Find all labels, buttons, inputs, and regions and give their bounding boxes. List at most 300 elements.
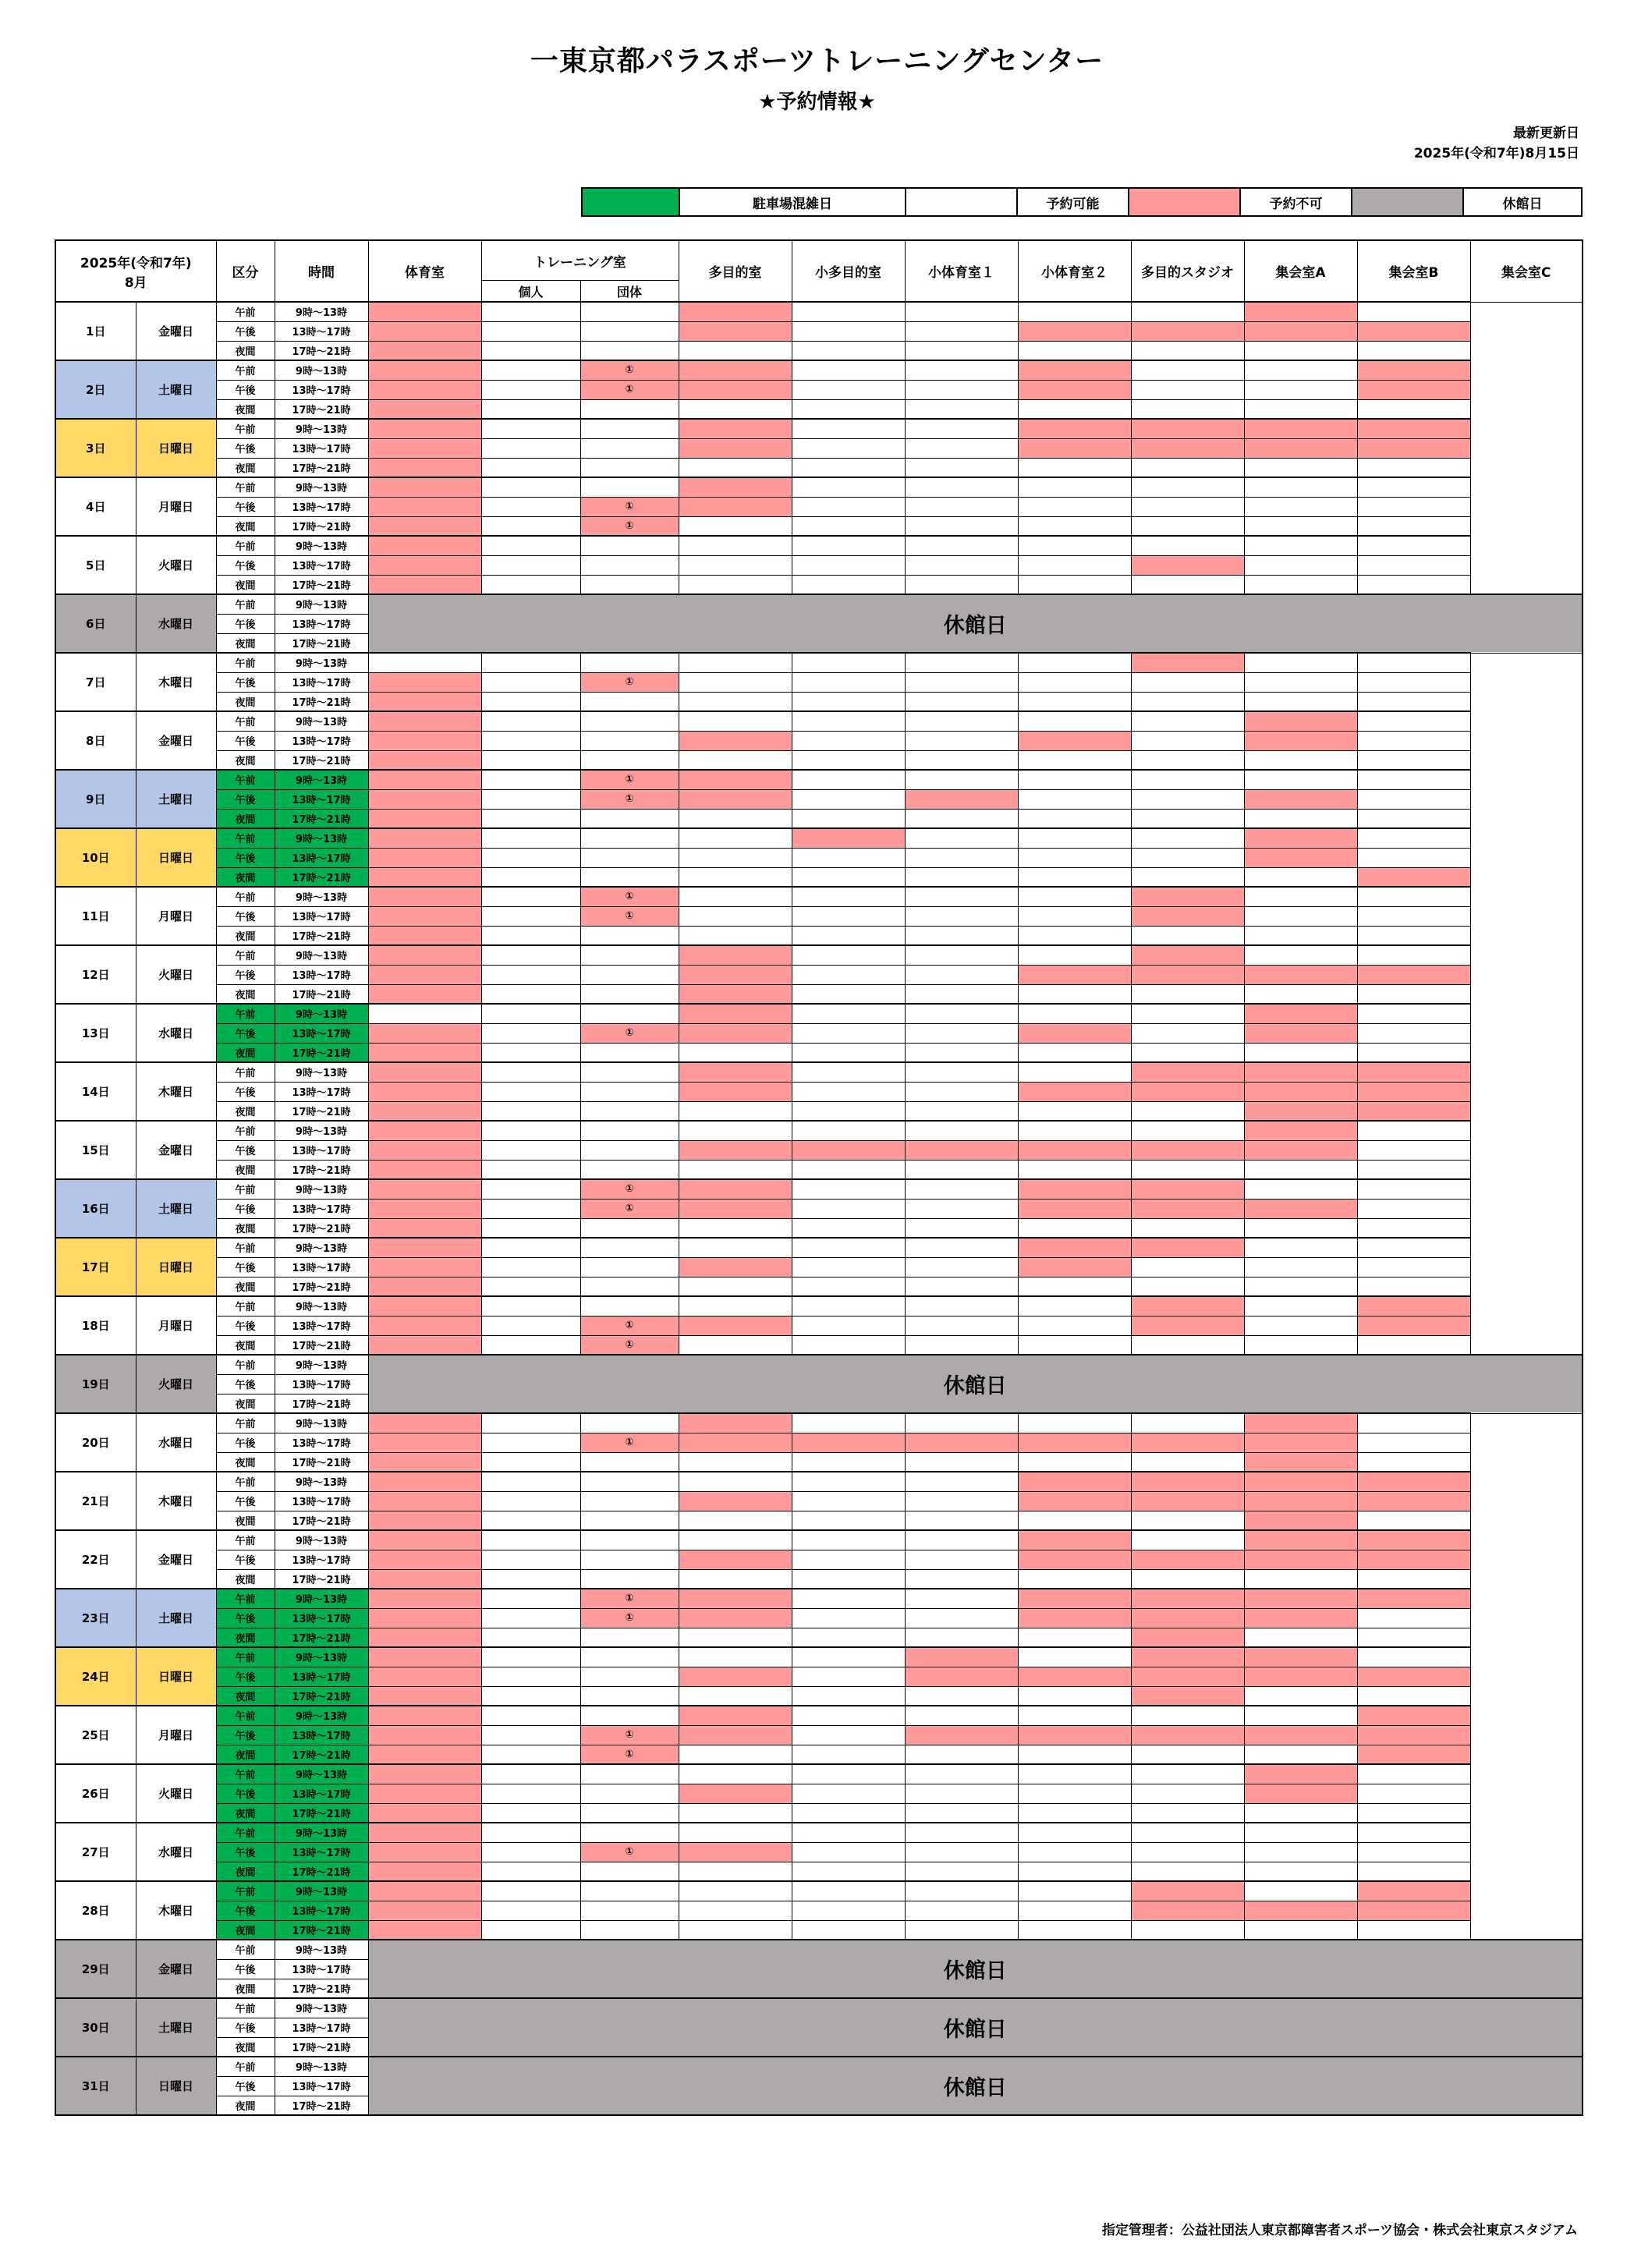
reservation-cell[interactable] (1357, 926, 1470, 945)
reservation-cell[interactable] (1131, 1335, 1244, 1355)
reservation-cell[interactable] (905, 1491, 1018, 1511)
reservation-cell[interactable] (1244, 1725, 1357, 1745)
reservation-cell[interactable] (905, 1199, 1018, 1218)
reservation-cell[interactable] (481, 965, 580, 984)
reservation-cell[interactable] (368, 672, 481, 692)
reservation-cell[interactable] (580, 1238, 679, 1257)
reservation-cell[interactable] (1018, 1530, 1131, 1550)
reservation-cell[interactable] (580, 536, 679, 555)
reservation-cell[interactable] (481, 1140, 580, 1160)
reservation-cell[interactable] (481, 1667, 580, 1686)
reservation-cell[interactable] (905, 1667, 1018, 1686)
reservation-cell[interactable] (1131, 477, 1244, 497)
reservation-cell[interactable] (481, 575, 580, 594)
reservation-cell[interactable] (1131, 1023, 1244, 1043)
reservation-cell[interactable] (1357, 1238, 1470, 1257)
reservation-cell[interactable] (368, 536, 481, 555)
reservation-cell[interactable] (368, 1218, 481, 1238)
reservation-cell[interactable] (1244, 477, 1357, 497)
reservation-cell[interactable] (792, 1491, 905, 1511)
reservation-cell[interactable] (1357, 965, 1470, 984)
reservation-cell[interactable] (1131, 1823, 1244, 1842)
reservation-cell[interactable] (905, 1511, 1018, 1530)
reservation-cell[interactable] (905, 711, 1018, 731)
reservation-cell[interactable] (1357, 1706, 1470, 1725)
reservation-cell[interactable] (481, 1589, 580, 1608)
reservation-cell[interactable] (1244, 692, 1357, 711)
reservation-cell[interactable] (1357, 458, 1470, 477)
reservation-cell[interactable] (580, 1920, 679, 1940)
reservation-cell[interactable] (580, 672, 679, 692)
reservation-cell[interactable] (1131, 828, 1244, 848)
reservation-cell[interactable] (1018, 1062, 1131, 1082)
reservation-cell[interactable] (905, 1296, 1018, 1316)
reservation-cell[interactable] (792, 906, 905, 926)
reservation-cell[interactable] (1131, 1121, 1244, 1140)
reservation-cell[interactable] (792, 555, 905, 575)
reservation-cell[interactable] (580, 1901, 679, 1920)
reservation-cell[interactable] (792, 887, 905, 906)
reservation-cell[interactable] (1357, 789, 1470, 809)
reservation-cell[interactable] (1131, 1316, 1244, 1335)
reservation-cell[interactable] (679, 1550, 792, 1569)
reservation-cell[interactable] (1131, 321, 1244, 341)
reservation-cell[interactable] (580, 1862, 679, 1881)
reservation-cell[interactable] (905, 360, 1018, 380)
reservation-cell[interactable] (1018, 458, 1131, 477)
reservation-cell[interactable] (905, 945, 1018, 965)
reservation-cell[interactable] (1018, 1160, 1131, 1179)
reservation-cell[interactable] (1244, 1920, 1357, 1940)
reservation-cell[interactable] (1357, 1452, 1470, 1472)
reservation-cell[interactable] (679, 1296, 792, 1316)
reservation-cell[interactable] (679, 789, 792, 809)
reservation-cell[interactable] (580, 1491, 679, 1511)
reservation-cell[interactable] (905, 1803, 1018, 1823)
reservation-cell[interactable] (679, 458, 792, 477)
reservation-cell[interactable] (679, 867, 792, 887)
reservation-cell[interactable] (1357, 1413, 1470, 1433)
reservation-cell[interactable] (1018, 711, 1131, 731)
reservation-cell[interactable] (1357, 1823, 1470, 1842)
reservation-cell[interactable] (792, 1881, 905, 1901)
reservation-cell[interactable] (792, 1647, 905, 1667)
reservation-cell[interactable] (1357, 867, 1470, 887)
reservation-cell[interactable] (905, 321, 1018, 341)
reservation-cell[interactable] (905, 1530, 1018, 1550)
reservation-cell[interactable] (1357, 1686, 1470, 1706)
reservation-cell[interactable] (1357, 984, 1470, 1004)
reservation-cell[interactable] (1018, 692, 1131, 711)
reservation-cell[interactable] (679, 731, 792, 750)
reservation-cell[interactable] (1018, 926, 1131, 945)
reservation-cell[interactable] (679, 750, 792, 770)
reservation-cell[interactable] (679, 1901, 792, 1920)
reservation-cell[interactable] (905, 1452, 1018, 1472)
reservation-cell[interactable] (792, 341, 905, 360)
reservation-cell[interactable] (368, 1082, 481, 1101)
reservation-cell[interactable] (1131, 1608, 1244, 1628)
reservation-cell[interactable] (1018, 1413, 1131, 1433)
reservation-cell[interactable] (1131, 1472, 1244, 1491)
reservation-cell[interactable] (905, 809, 1018, 828)
reservation-cell[interactable] (481, 809, 580, 828)
reservation-cell[interactable] (1244, 653, 1357, 672)
reservation-cell[interactable] (905, 1745, 1018, 1764)
reservation-cell[interactable] (1357, 906, 1470, 926)
reservation-cell[interactable] (1131, 1296, 1244, 1316)
reservation-cell[interactable] (679, 575, 792, 594)
reservation-cell[interactable] (1244, 1452, 1357, 1472)
reservation-cell[interactable] (368, 321, 481, 341)
reservation-cell[interactable] (1131, 1530, 1244, 1550)
reservation-cell[interactable] (1131, 1004, 1244, 1023)
reservation-cell[interactable] (1131, 926, 1244, 945)
reservation-cell[interactable] (1131, 1686, 1244, 1706)
reservation-cell[interactable] (905, 1862, 1018, 1881)
reservation-cell[interactable] (679, 497, 792, 516)
reservation-cell[interactable] (368, 497, 481, 516)
reservation-cell[interactable] (679, 1745, 792, 1764)
reservation-cell[interactable] (1357, 1764, 1470, 1784)
reservation-cell[interactable] (368, 1004, 481, 1023)
reservation-cell[interactable] (368, 1238, 481, 1257)
reservation-cell[interactable] (679, 1764, 792, 1784)
reservation-cell[interactable] (679, 1452, 792, 1472)
reservation-cell[interactable] (679, 438, 792, 458)
reservation-cell[interactable] (792, 458, 905, 477)
reservation-cell[interactable] (1131, 984, 1244, 1004)
reservation-cell[interactable] (679, 906, 792, 926)
reservation-cell[interactable] (1131, 653, 1244, 672)
reservation-cell[interactable] (792, 731, 905, 750)
reservation-cell[interactable] (580, 1569, 679, 1589)
reservation-cell[interactable] (580, 1199, 679, 1218)
reservation-cell[interactable] (1244, 1530, 1357, 1550)
reservation-cell[interactable] (1357, 1472, 1470, 1491)
reservation-cell[interactable] (1018, 1667, 1131, 1686)
reservation-cell[interactable] (679, 1569, 792, 1589)
reservation-cell[interactable] (905, 1277, 1018, 1296)
reservation-cell[interactable] (580, 1511, 679, 1530)
reservation-cell[interactable] (1357, 945, 1470, 965)
reservation-cell[interactable] (1131, 1140, 1244, 1160)
reservation-cell[interactable] (905, 1257, 1018, 1277)
reservation-cell[interactable] (1357, 1725, 1470, 1745)
reservation-cell[interactable] (905, 672, 1018, 692)
reservation-cell[interactable] (792, 1725, 905, 1745)
reservation-cell[interactable] (679, 1277, 792, 1296)
reservation-cell[interactable] (905, 1179, 1018, 1199)
reservation-cell[interactable] (792, 1082, 905, 1101)
reservation-cell[interactable] (1018, 750, 1131, 770)
reservation-cell[interactable] (1244, 1140, 1357, 1160)
reservation-cell[interactable] (1131, 1901, 1244, 1920)
reservation-cell[interactable] (580, 302, 679, 321)
reservation-cell[interactable] (792, 1901, 905, 1920)
reservation-cell[interactable] (1244, 867, 1357, 887)
reservation-cell[interactable] (580, 926, 679, 945)
reservation-cell[interactable] (368, 1803, 481, 1823)
reservation-cell[interactable] (1018, 867, 1131, 887)
reservation-cell[interactable] (1018, 1608, 1131, 1628)
reservation-cell[interactable] (481, 1043, 580, 1062)
reservation-cell[interactable] (905, 419, 1018, 438)
reservation-cell[interactable] (580, 809, 679, 828)
reservation-cell[interactable] (1018, 1043, 1131, 1062)
reservation-cell[interactable] (1244, 1569, 1357, 1589)
reservation-cell[interactable] (481, 1706, 580, 1725)
reservation-cell[interactable] (1357, 380, 1470, 399)
reservation-cell[interactable] (1131, 1725, 1244, 1745)
reservation-cell[interactable] (1131, 1101, 1244, 1121)
reservation-cell[interactable] (1357, 711, 1470, 731)
reservation-cell[interactable] (481, 1920, 580, 1940)
reservation-cell[interactable] (1131, 516, 1244, 536)
reservation-cell[interactable] (481, 672, 580, 692)
reservation-cell[interactable] (368, 1413, 481, 1433)
reservation-cell[interactable] (1018, 1238, 1131, 1257)
reservation-cell[interactable] (1357, 575, 1470, 594)
reservation-cell[interactable] (368, 770, 481, 789)
reservation-cell[interactable] (679, 1881, 792, 1901)
reservation-cell[interactable] (481, 887, 580, 906)
reservation-cell[interactable] (1018, 965, 1131, 984)
reservation-cell[interactable] (1244, 497, 1357, 516)
reservation-cell[interactable] (368, 1764, 481, 1784)
reservation-cell[interactable] (1131, 1647, 1244, 1667)
reservation-cell[interactable] (368, 1667, 481, 1686)
reservation-cell[interactable] (1018, 1121, 1131, 1140)
reservation-cell[interactable] (1244, 419, 1357, 438)
reservation-cell[interactable] (1244, 906, 1357, 926)
reservation-cell[interactable] (1131, 1218, 1244, 1238)
reservation-cell[interactable] (481, 653, 580, 672)
reservation-cell[interactable] (792, 1920, 905, 1940)
reservation-cell[interactable] (1244, 1082, 1357, 1101)
reservation-cell[interactable] (792, 750, 905, 770)
reservation-cell[interactable] (1018, 1199, 1131, 1218)
reservation-cell[interactable] (679, 1004, 792, 1023)
reservation-cell[interactable] (481, 1550, 580, 1569)
reservation-cell[interactable] (481, 516, 580, 536)
reservation-cell[interactable] (1131, 1511, 1244, 1530)
reservation-cell[interactable] (368, 1101, 481, 1121)
reservation-cell[interactable] (1018, 1550, 1131, 1569)
reservation-cell[interactable] (580, 477, 679, 497)
reservation-cell[interactable] (1357, 1628, 1470, 1647)
reservation-cell[interactable] (1131, 1179, 1244, 1199)
reservation-cell[interactable] (1244, 438, 1357, 458)
reservation-cell[interactable] (368, 1472, 481, 1491)
reservation-cell[interactable] (905, 1238, 1018, 1257)
reservation-cell[interactable] (1244, 1335, 1357, 1355)
reservation-cell[interactable] (580, 1784, 679, 1803)
reservation-cell[interactable] (481, 1004, 580, 1023)
reservation-cell[interactable] (905, 575, 1018, 594)
reservation-cell[interactable] (1244, 1491, 1357, 1511)
reservation-cell[interactable] (481, 302, 580, 321)
reservation-cell[interactable] (481, 1199, 580, 1218)
reservation-cell[interactable] (1131, 1452, 1244, 1472)
reservation-cell[interactable] (580, 341, 679, 360)
reservation-cell[interactable] (1018, 302, 1131, 321)
reservation-cell[interactable] (1131, 380, 1244, 399)
reservation-cell[interactable] (580, 906, 679, 926)
reservation-cell[interactable] (481, 1725, 580, 1745)
reservation-cell[interactable] (1244, 1023, 1357, 1043)
reservation-cell[interactable] (679, 555, 792, 575)
reservation-cell[interactable] (580, 1140, 679, 1160)
reservation-cell[interactable] (1018, 828, 1131, 848)
reservation-cell[interactable] (792, 302, 905, 321)
reservation-cell[interactable] (679, 1686, 792, 1706)
reservation-cell[interactable] (1244, 1413, 1357, 1433)
reservation-cell[interactable] (1131, 1628, 1244, 1647)
reservation-cell[interactable] (368, 1725, 481, 1745)
reservation-cell[interactable] (1131, 945, 1244, 965)
reservation-cell[interactable] (580, 711, 679, 731)
reservation-cell[interactable] (481, 1823, 580, 1842)
reservation-cell[interactable] (1018, 1491, 1131, 1511)
reservation-cell[interactable] (792, 438, 905, 458)
reservation-cell[interactable] (580, 731, 679, 750)
reservation-cell[interactable] (1018, 497, 1131, 516)
reservation-cell[interactable] (481, 945, 580, 965)
reservation-cell[interactable] (1244, 1842, 1357, 1862)
reservation-cell[interactable] (1244, 555, 1357, 575)
reservation-cell[interactable] (580, 1686, 679, 1706)
reservation-cell[interactable] (580, 1550, 679, 1569)
reservation-cell[interactable] (368, 1901, 481, 1920)
reservation-cell[interactable] (1357, 1491, 1470, 1511)
reservation-cell[interactable] (792, 380, 905, 399)
reservation-cell[interactable] (1244, 1803, 1357, 1823)
reservation-cell[interactable] (792, 1667, 905, 1686)
reservation-cell[interactable] (1131, 1160, 1244, 1179)
reservation-cell[interactable] (1018, 1725, 1131, 1745)
reservation-cell[interactable] (368, 984, 481, 1004)
reservation-cell[interactable] (1018, 380, 1131, 399)
reservation-cell[interactable] (481, 1413, 580, 1433)
reservation-cell[interactable] (481, 1121, 580, 1140)
reservation-cell[interactable] (580, 789, 679, 809)
reservation-cell[interactable] (905, 1686, 1018, 1706)
reservation-cell[interactable] (368, 1257, 481, 1277)
reservation-cell[interactable] (1357, 497, 1470, 516)
reservation-cell[interactable] (679, 1823, 792, 1842)
reservation-cell[interactable] (1244, 1062, 1357, 1082)
reservation-cell[interactable] (905, 1433, 1018, 1452)
reservation-cell[interactable] (1244, 360, 1357, 380)
reservation-cell[interactable] (580, 555, 679, 575)
reservation-cell[interactable] (1357, 321, 1470, 341)
reservation-cell[interactable] (905, 1589, 1018, 1608)
reservation-cell[interactable] (1018, 887, 1131, 906)
reservation-cell[interactable] (1357, 1160, 1470, 1179)
reservation-cell[interactable] (679, 887, 792, 906)
reservation-cell[interactable] (1244, 1511, 1357, 1530)
reservation-cell[interactable] (792, 1179, 905, 1199)
reservation-cell[interactable] (905, 399, 1018, 419)
reservation-cell[interactable] (1357, 731, 1470, 750)
reservation-cell[interactable] (580, 438, 679, 458)
reservation-cell[interactable] (792, 1764, 905, 1784)
reservation-cell[interactable] (905, 867, 1018, 887)
reservation-cell[interactable] (679, 341, 792, 360)
reservation-cell[interactable] (1244, 1647, 1357, 1667)
reservation-cell[interactable] (792, 1004, 905, 1023)
reservation-cell[interactable] (368, 867, 481, 887)
reservation-cell[interactable] (481, 458, 580, 477)
reservation-cell[interactable] (905, 750, 1018, 770)
reservation-cell[interactable] (580, 965, 679, 984)
reservation-cell[interactable] (1244, 711, 1357, 731)
reservation-cell[interactable] (1244, 1160, 1357, 1179)
reservation-cell[interactable] (368, 711, 481, 731)
reservation-cell[interactable] (792, 1608, 905, 1628)
reservation-cell[interactable] (1357, 1335, 1470, 1355)
reservation-cell[interactable] (1244, 1121, 1357, 1140)
reservation-cell[interactable] (1357, 1803, 1470, 1823)
reservation-cell[interactable] (580, 1335, 679, 1355)
reservation-cell[interactable] (1244, 380, 1357, 399)
reservation-cell[interactable] (1357, 1296, 1470, 1316)
reservation-cell[interactable] (580, 1101, 679, 1121)
reservation-cell[interactable] (1357, 1023, 1470, 1043)
reservation-cell[interactable] (1018, 1316, 1131, 1335)
reservation-cell[interactable] (679, 1433, 792, 1452)
reservation-cell[interactable] (1131, 1550, 1244, 1569)
reservation-cell[interactable] (368, 1550, 481, 1569)
reservation-cell[interactable] (368, 1862, 481, 1881)
reservation-cell[interactable] (368, 945, 481, 965)
reservation-cell[interactable] (1018, 1004, 1131, 1023)
reservation-cell[interactable] (1131, 399, 1244, 419)
reservation-cell[interactable] (792, 1296, 905, 1316)
reservation-cell[interactable] (792, 1316, 905, 1335)
reservation-cell[interactable] (1244, 789, 1357, 809)
reservation-cell[interactable] (580, 867, 679, 887)
reservation-cell[interactable] (792, 1784, 905, 1803)
reservation-cell[interactable] (1131, 497, 1244, 516)
reservation-cell[interactable] (679, 1023, 792, 1043)
reservation-cell[interactable] (368, 1335, 481, 1355)
reservation-cell[interactable] (905, 1569, 1018, 1589)
reservation-cell[interactable] (905, 789, 1018, 809)
reservation-cell[interactable] (1131, 770, 1244, 789)
reservation-cell[interactable] (792, 1686, 905, 1706)
reservation-cell[interactable] (679, 477, 792, 497)
reservation-cell[interactable] (679, 1842, 792, 1862)
reservation-cell[interactable] (679, 828, 792, 848)
reservation-cell[interactable] (1244, 1101, 1357, 1121)
reservation-cell[interactable] (679, 1667, 792, 1686)
reservation-cell[interactable] (1018, 1569, 1131, 1589)
reservation-cell[interactable] (679, 984, 792, 1004)
reservation-cell[interactable] (792, 1101, 905, 1121)
reservation-cell[interactable] (792, 984, 905, 1004)
reservation-cell[interactable] (792, 828, 905, 848)
reservation-cell[interactable] (792, 965, 905, 984)
reservation-cell[interactable] (481, 1842, 580, 1862)
reservation-cell[interactable] (1018, 1179, 1131, 1199)
reservation-cell[interactable] (1018, 770, 1131, 789)
reservation-cell[interactable] (368, 1433, 481, 1452)
reservation-cell[interactable] (905, 1920, 1018, 1940)
reservation-cell[interactable] (368, 1160, 481, 1179)
reservation-cell[interactable] (1131, 1569, 1244, 1589)
